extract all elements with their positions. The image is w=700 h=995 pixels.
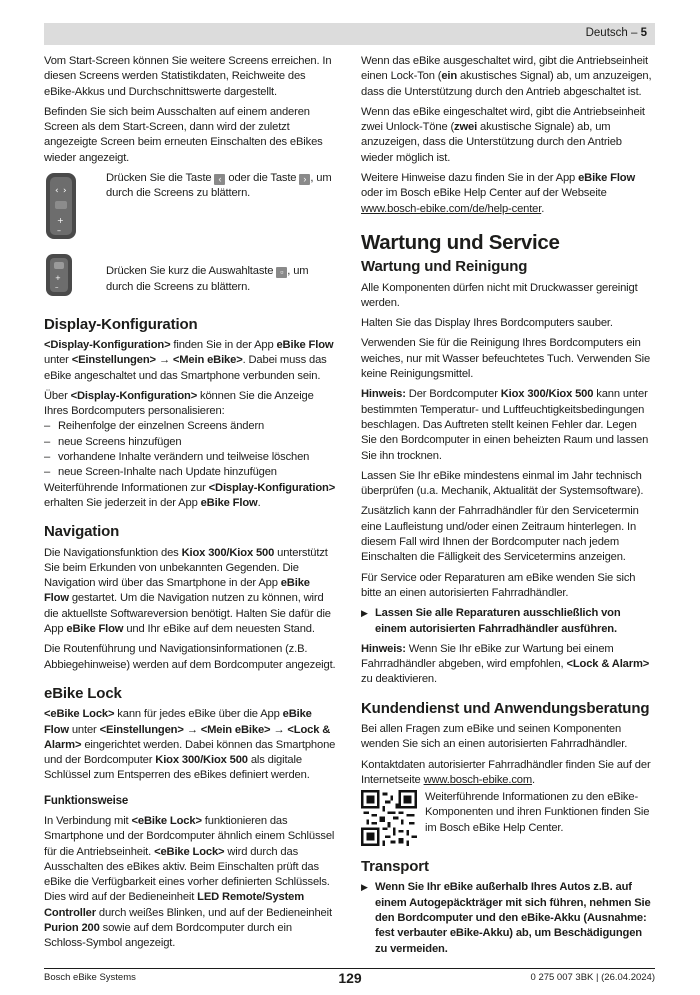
qr-info-text: Weiterführende Informationen zu den eBike-Komponenten und ihren Funktionen finden Sie im Bosch eBike Help Center. (425, 791, 650, 834)
paragraph: Verwenden Sie für die Reinigung Ihres Bordcomputers ein weiches, nur mit Wasser befeuchtetes Tuch. Verwenden Sie keine Reinigungsmittel. (361, 337, 651, 381)
section-heading: Wartung und Reinigung (361, 258, 528, 276)
svg-text:+: + (57, 216, 64, 226)
remote-control-icon (44, 171, 78, 241)
svg-text:+: + (55, 274, 61, 283)
paragraph: Weitere Hinweise dazu finden Sie in der App eBike Flow oder im Bosch eBike Help Center auf der Webseite www.bosch-ebike.com/de/help-center. (361, 172, 636, 215)
footer-rule (44, 968, 655, 969)
paragraph: Die Routenführung und Navigationsinformationen (z.B. Abbiegehinweise) werden auf dem Bordcomputer angezeigt. (44, 643, 336, 671)
left-column (44, 54, 336, 957)
list-item: – Reihenfolge der einzelnen Screens ändern (44, 419, 336, 434)
list-item: – neue Screen-Inhalte nach Update hinzufügen (44, 465, 336, 480)
right-key-icon: › (299, 174, 310, 185)
remote-select-illustration (44, 252, 102, 303)
remote-arrows-illustration (44, 171, 102, 246)
paragraph: Für Service oder Reparaturen am eBike wenden Sie sich bitte an einen autorisierten Fahrradhändler. (361, 571, 636, 599)
section-heading: Transport (361, 858, 429, 876)
svg-text:‹: ‹ (55, 186, 59, 197)
header-text: Deutsch – 5 (585, 27, 647, 39)
paragraph: Bei allen Fragen zum eBike und seinen Komponenten wenden Sie sich an einen autorisierten Fahrradhändler. (361, 722, 628, 751)
bosch-ebike-link[interactable]: www.bosch-ebike.com (423, 773, 533, 786)
paragraph: <Display-Konfiguration> finden Sie in der App eBike Flow unter <Einstellungen> → <Mein eBike>. Dabei muss das eBike angeschaltet und das Smartphone verbunden sein. (44, 338, 334, 382)
right-column (361, 54, 655, 962)
svg-text:–: – (57, 226, 61, 236)
paragraph: Zusätzlich kann der Fahrradhändler für den Servicetermin eine Laufleistung und/oder einen Zeitraum hinterlegen. In diesem Fall wird Ihnen der Bordcomputer nach jedem Einschalten die Fälligkeit des Servicetermins anzeigen. (361, 505, 639, 564)
section-heading: eBike Lock (44, 684, 122, 702)
section-heading: Kundendienst und Anwendungsberatung (361, 699, 650, 717)
paragraph: Halten Sie das Display Ihres Bordcomputers sauber. (361, 317, 613, 330)
svg-text:–: – (55, 283, 59, 292)
section-heading: Navigation (44, 523, 120, 541)
paragraph: Alle Komponenten dürfen nicht mit Druckwasser gereinigt werden. (361, 281, 638, 309)
chapter-heading: Wartung und Service (361, 230, 560, 254)
remote-select-text: Drücken Sie kurz die Auswahltaste ▫ , um durch die Screens zu blättern. (106, 265, 309, 293)
remote-arrows-instruction (44, 171, 336, 246)
paragraph: Lassen Sie Ihr eBike mindestens einmal im Jahr technisch überprüfen (u.a. Mechanik, Aktualität der Systemsoftware). (361, 469, 644, 498)
page-header (44, 23, 655, 45)
list-item: – neue Screens hinzufügen (44, 435, 336, 450)
list-item: – vorhandene Inhalte verändern und teilweise löschen (44, 450, 336, 465)
paragraph: Hinweis: Wenn Sie Ihr eBike zur Wartung bei einem Fahrradhändler abgeben, wird empfohlen, <Lock & Alarm> zu deaktivieren. (361, 642, 650, 686)
qr-info (361, 790, 655, 846)
paragraph: Weiterführende Informationen zur <Display-Konfiguration> erhalten Sie jederzeit in der App eBike Flow. (44, 481, 336, 509)
paragraph: Wenn das eBike ausgeschaltet wird, gibt die Antriebseinheit einen Lock-Ton (ein akustisches Signal) ab, um anzuzeigen, dass die Unterstützung durch den Antrieb abgeschaltet ist. (361, 55, 652, 98)
instruction-item: ▶ Wenn Sie Ihr eBike außerhalb Ihres Autos z.B. auf einem Autogepäckträger mit sich führen, nehmen Sie den Bordcomputer und den eBike-Akku (Ausnahme: fest verbauter eBike-Akku) ab, um Beschädigungen zu vermeiden. (361, 880, 655, 956)
svg-text:›: › (63, 186, 67, 197)
qr-code-icon[interactable] (361, 790, 417, 846)
help-center-link[interactable]: www.bosch-ebike.com/de/help-center (361, 202, 542, 215)
left-key-icon: ‹ (214, 174, 225, 185)
subsection-heading: Funktionsweise (44, 794, 129, 807)
footer-page-number: 129 (338, 970, 362, 986)
paragraph: Vom Start-Screen können Sie weitere Screens erreichen. In diesen Screens werden Statistikdaten, Reichweite des eBike-Akkus und Durchschnittswerte dargestellt. (44, 55, 332, 98)
footer-doc-id: 0 275 007 3BK | (26.04.2024) (530, 972, 655, 983)
dash-list (44, 419, 336, 480)
instruction-item: ▶ Lassen Sie alle Reparaturen ausschließlich von einem autorisierten Fahrradhändler ausführen. (361, 606, 655, 637)
paragraph: Die Navigationsfunktion des Kiox 300/Kiox 500 unterstützt Sie beim Erkunden von unbekannten Gegenden. Die Navigation wird über das Smartphone in der App eBike Flow gestartet. Um die Navigation nutzen zu können, wird die aktuellste Softwareversion benötigt. Halten Sie dafür die App eBike Flow und Ihr eBike auf dem neuesten Stand. (44, 546, 331, 636)
paragraph: Befinden Sie sich beim Ausschalten auf einem anderen Screen als dem Start-Screen, dann wird der zuletzt angezeigte Screen beim erneuten Einschalten des eBikes wieder angezeigt. (44, 105, 323, 164)
paragraph: <eBike Lock> kann für jedes eBike über die App eBike Flow unter <Einstellungen> → <Mein eBike> → <Lock & Alarm> eingerichtet werden. Dabei können das Smartphone und der Bordcomputer Kiox 300/Kiox 500 als digitale Schlüssel zum Entsperren des eBikes definiert werden. (44, 708, 336, 782)
paragraph: In Verbindung mit <eBike Lock> funktionieren das Smartphone und der Bordcomputer ähnlich einem Schlüssel für die Antriebseinheit. <eBike Lock> wird durch das Ausschalten des eBikes aktiv. Beim Einschalten prüft das eBike die Verfügbarkeit eines vorher definierten Schlüssels. Dies wird auf der Bedieneinheit LED Remote/System Controller durch weißes Blinken, und auf der Bedieneinheit Purion 200 sowie auf dem Bordcomputer durch ein Schloss-Symbol angezeigt. (44, 814, 335, 950)
paragraph: Kontaktdaten autorisierter Fahrradhändler finden Sie auf der Internetseite www.bosch-ebike.com. (361, 758, 651, 786)
section-heading: Display-Konfiguration (44, 315, 198, 333)
remote-select-instruction (44, 252, 336, 303)
select-key-icon: ▫ (276, 267, 287, 278)
select-button-remote-icon (44, 252, 74, 298)
paragraph: Wenn das eBike eingeschaltet wird, gibt die Antriebseinheit zwei Unlock-Töne (zwei akustische Signale) ab, um anzuzeigen, dass die Unterstützung durch den Antrieb wieder möglich ist. (361, 105, 645, 164)
remote-arrows-text: Drücken Sie die Taste ‹ oder die Taste › , um durch die Screens zu blättern. (106, 172, 332, 200)
paragraph: Über <Display-Konfiguration> können Sie die Anzeige Ihres Bordcomputers personalisieren: (44, 389, 314, 418)
footer-brand: Bosch eBike Systems (44, 972, 136, 983)
paragraph: Hinweis: Der Bordcomputer Kiox 300/Kiox 500 kann unter bestimmten Temperatur- und Luftfeuchtigkeitsbedingungen beschlagen. Das Auftreten stellt keinen Fehler dar. Legen Sie den Bordcomputer in einen beheizten Raum und lassen Sie ihn trocknen. (361, 388, 649, 462)
